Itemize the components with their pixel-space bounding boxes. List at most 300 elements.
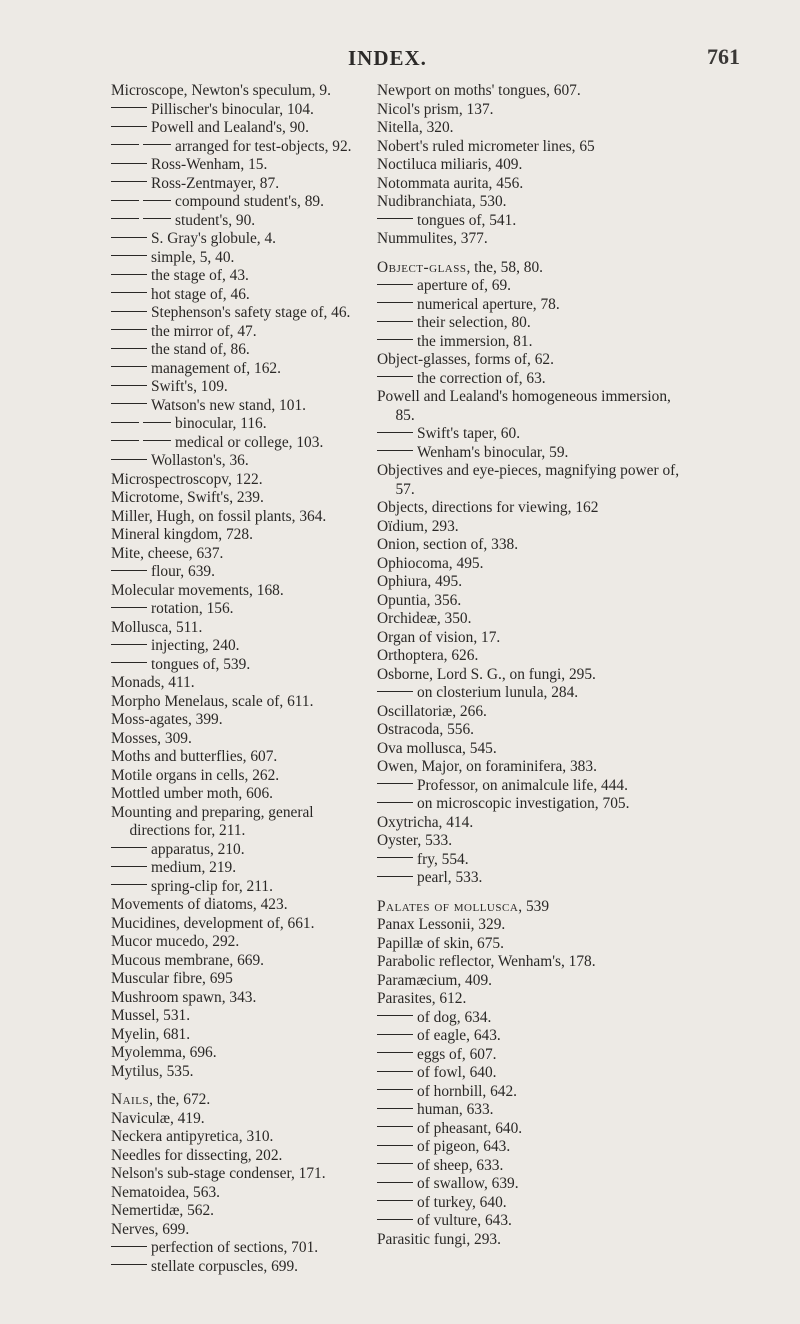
section-heading-term: Object-glass: [377, 258, 467, 276]
ditto-dash: [377, 302, 413, 303]
entry-text: Mussel, 531.: [111, 1007, 191, 1024]
page-number: 761: [707, 44, 740, 69]
entry-text: Ostracoda, 556.: [377, 721, 475, 738]
ditto-dash: [111, 274, 147, 275]
entry-text: Oyster, 533.: [377, 832, 453, 849]
entry-text: , 539: [518, 897, 550, 915]
ditto-dash: [377, 1126, 413, 1127]
index-entry: [111, 1091, 361, 1110]
entry-text: S. Gray's globule, 4.: [151, 230, 277, 247]
entry-text: Orthoptera, 626.: [377, 647, 479, 664]
index-entry: [377, 1027, 689, 1046]
index-entry: [111, 1147, 361, 1166]
index-entry: [377, 869, 689, 888]
index-entry: [111, 859, 361, 878]
index-entry: [111, 1063, 361, 1082]
ditto-dash: [111, 292, 147, 293]
index-entry: [111, 304, 361, 323]
index-column-right: [377, 82, 689, 1249]
entry-text: Professor, on animalcule life, 444.: [417, 776, 628, 794]
entry-text: , the, 58, 80.: [466, 258, 544, 276]
section-heading-term: Nails: [111, 1091, 150, 1108]
entry-text: Powell and Lealand's, 90.: [151, 119, 309, 136]
entry-text: of eagle, 643.: [417, 1027, 501, 1044]
ditto-dash: [377, 1108, 413, 1109]
ditto-dash: [111, 107, 147, 108]
entry-text: Parabolic reflector, Wenham's, 178.: [377, 953, 596, 970]
entry-text: compound student's, 89.: [175, 193, 324, 210]
section-heading-term: Palates of mollusca: [377, 897, 519, 915]
index-entry: [377, 832, 689, 851]
index-entry: [111, 1044, 361, 1063]
entry-text: spring-clip for, 211.: [151, 877, 273, 895]
entry-text: of swallow, 639.: [417, 1175, 519, 1192]
entry-text: Oxytricha, 414.: [377, 813, 474, 831]
entry-text: apparatus, 210.: [151, 840, 245, 858]
index-entry: [377, 156, 689, 175]
entry-text: Neckera antipyretica, 310.: [111, 1128, 274, 1145]
ditto-dash: [377, 1200, 413, 1201]
entry-text: Papillæ of skin, 675.: [377, 934, 504, 952]
ditto-dash: [111, 181, 147, 182]
index-entry: [111, 1258, 361, 1277]
index-entry: [111, 600, 361, 619]
index-entry: [111, 767, 361, 786]
index-entry: [111, 267, 361, 286]
entry-text: perfection of sections, 701.: [151, 1239, 319, 1256]
entry-text: Noctiluca miliaris, 409.: [377, 156, 523, 173]
ditto-dash: [111, 366, 147, 367]
index-entry: [377, 666, 689, 685]
entry-text: , the, 672.: [149, 1091, 211, 1108]
entry-text: Parasites, 612.: [377, 990, 467, 1007]
index-entry: [377, 212, 689, 231]
ditto-dash: [377, 1015, 413, 1016]
section-gap: [377, 249, 689, 259]
entry-text: Microscope, Newton's speculum, 9.: [111, 82, 331, 99]
entry-text: Swift's, 109.: [151, 378, 228, 395]
index-entry: [111, 212, 361, 231]
index-entry: [111, 323, 361, 342]
ditto-dash: [377, 691, 413, 692]
entry-text: Nudibranchiata, 530.: [377, 193, 507, 210]
index-entry: [377, 935, 689, 954]
index-entry: [377, 814, 689, 833]
entry-text: the mirror of, 47.: [151, 322, 257, 340]
index-entry: [377, 573, 689, 592]
index-entry: [377, 259, 689, 278]
ditto-dash: [377, 1034, 413, 1035]
index-entry: [111, 1026, 361, 1045]
ditto-dash: [377, 284, 413, 285]
index-entry: [111, 508, 361, 527]
ditto-dash: [377, 1219, 413, 1220]
index-entry: [377, 1157, 689, 1176]
index-entry: [111, 582, 361, 601]
index-entry: [377, 795, 689, 814]
index-entry: [377, 277, 689, 296]
entry-text: of pigeon, 643.: [417, 1138, 511, 1155]
index-entry: [111, 933, 361, 952]
entry-text: Objects, directions for viewing, 162: [377, 499, 599, 516]
entry-text: Owen, Major, on foraminifera, 383.: [377, 758, 597, 775]
index-entry: [377, 592, 689, 611]
index-entry: [377, 518, 689, 537]
index-entry: [377, 82, 689, 101]
entry-text: Mushroom spawn, 343.: [111, 988, 257, 1006]
index-entry: [377, 758, 689, 777]
index-entry: [111, 1221, 361, 1240]
index-entry: [111, 878, 361, 897]
index-entry: [111, 656, 361, 675]
entry-text: flour, 639.: [151, 563, 215, 580]
index-entry: [377, 1138, 689, 1157]
ditto-dash: [111, 403, 147, 404]
entry-text: Monads, 411.: [111, 674, 195, 691]
ditto-dash: [377, 376, 413, 377]
index-entry: [111, 619, 361, 638]
index-entry: [111, 101, 361, 120]
entry-text: arranged for test-objects, 92.: [175, 137, 352, 155]
ditto-dash: [377, 218, 413, 219]
entry-text: Naviculæ, 419.: [111, 1109, 205, 1127]
ditto-dash: [111, 422, 139, 423]
entry-text: Mosses, 309.: [111, 729, 192, 747]
entry-text: Swift's taper, 60.: [417, 425, 521, 442]
index-entry: [111, 286, 361, 305]
index-entry: [377, 555, 689, 574]
ditto-dash: [377, 1089, 413, 1090]
ditto-dash: [111, 348, 147, 349]
ditto-dash: [111, 847, 147, 848]
index-entry: [111, 1128, 361, 1147]
entry-text: Morpho Menelaus, scale of, 611.: [111, 692, 314, 710]
entry-text: Needles for dissecting, 202.: [111, 1146, 283, 1164]
entry-text: Microtome, Swift's, 239.: [111, 489, 264, 506]
entry-text: Oscillatoriæ, 266.: [377, 702, 487, 720]
entry-text: Paramæcium, 409.: [377, 971, 492, 989]
index-entry: [111, 175, 361, 194]
entry-text: Osborne, Lord S. G., on fungi, 295.: [377, 665, 596, 683]
entry-text: Nemertidæ, 562.: [111, 1202, 215, 1219]
ditto-dash: [111, 311, 147, 312]
entry-text: Nelson's sub-stage condenser, 171.: [111, 1165, 326, 1182]
index-column-left: [111, 82, 361, 1276]
ditto-dash: [111, 126, 147, 127]
entry-text: Nobert's ruled micrometer lines, 65: [377, 137, 595, 155]
index-entry: [377, 721, 689, 740]
index-entry: [111, 489, 361, 508]
entry-text: Nicol's prism, 137.: [377, 100, 494, 118]
index-entry: [377, 296, 689, 315]
section-gap: [377, 888, 689, 898]
index-entry: [377, 444, 689, 463]
entry-text: Mottled umber moth, 606.: [111, 785, 274, 802]
entry-text: Mollusca, 511.: [111, 618, 203, 636]
index-entry: [111, 693, 361, 712]
index-entry: [111, 952, 361, 971]
entry-text: Motile organs in cells, 262.: [111, 766, 280, 784]
entry-text: Ophiura, 495.: [377, 573, 463, 590]
index-entry: [377, 388, 689, 425]
ditto-dash: [111, 329, 147, 330]
index-entry: [111, 989, 361, 1008]
entry-text: hot stage of, 46.: [151, 285, 250, 303]
index-entry: [377, 1194, 689, 1213]
index-entry: [111, 674, 361, 693]
entry-text: Microspectroscopv, 122.: [111, 470, 263, 488]
index-entry: [377, 990, 689, 1009]
entry-text: their selection, 80.: [417, 314, 531, 331]
index-entry: [111, 730, 361, 749]
entry-text: Mucor mucedo, 292.: [111, 933, 240, 950]
entry-text: on microscopic investigation, 705.: [417, 795, 630, 812]
index-entry: [111, 841, 361, 860]
ditto-dash: [111, 237, 147, 238]
index-entry: [377, 333, 689, 352]
entry-text: Mytilus, 535.: [111, 1062, 194, 1080]
ditto-dash: [111, 459, 147, 460]
ditto-dash: [111, 200, 139, 201]
entry-text: human, 633.: [417, 1101, 494, 1118]
index-entry: [377, 1101, 689, 1120]
entry-text: rotation, 156.: [151, 600, 234, 617]
entry-text: of dog, 634.: [417, 1008, 492, 1026]
index-entry: [111, 138, 361, 157]
index-entry: [111, 637, 361, 656]
entry-text: Nummulites, 377.: [377, 230, 488, 247]
ditto-dash: [377, 1052, 413, 1053]
index-entry: [377, 314, 689, 333]
index-entry: [377, 647, 689, 666]
entry-text: Mite, cheese, 637.: [111, 544, 224, 562]
ditto-dash: [377, 1071, 413, 1072]
ditto-dash: [377, 802, 413, 803]
entry-text: the stand of, 86.: [151, 341, 250, 358]
index-entry: [111, 545, 361, 564]
index-entry: [377, 536, 689, 555]
index-entry: [377, 425, 689, 444]
entry-text: Ova mollusca, 545.: [377, 739, 497, 757]
ditto-dash: [111, 1246, 147, 1247]
index-entry: [111, 970, 361, 989]
entry-text: of fowl, 640.: [417, 1064, 497, 1081]
index-entry: [377, 610, 689, 629]
ditto-dash: [143, 144, 171, 145]
index-entry: [377, 851, 689, 870]
index-entry: [377, 1175, 689, 1194]
ditto-dash: [111, 884, 147, 885]
ditto-dash: [111, 385, 147, 386]
index-entry: [111, 526, 361, 545]
entry-text: Miller, Hugh, on fossil plants, 364.: [111, 507, 327, 525]
entry-text: Nerves, 699.: [111, 1220, 190, 1238]
ditto-dash: [143, 218, 171, 219]
index-entry: [377, 1009, 689, 1028]
entry-text: Onion, section of, 338.: [377, 536, 519, 553]
ditto-dash: [111, 607, 147, 608]
entry-text: tongues of, 539.: [151, 655, 251, 673]
entry-text: Opuntia, 356.: [377, 591, 462, 609]
entry-text: Objectives and eye-pieces, magnifying power of, 57.: [377, 462, 680, 498]
index-entry: [111, 711, 361, 730]
ditto-dash: [111, 255, 147, 256]
ditto-dash: [377, 432, 413, 433]
index-entry: [111, 748, 361, 767]
ditto-dash: [377, 321, 413, 322]
index-entry: [377, 684, 689, 703]
index-entry: [111, 378, 361, 397]
entry-text: injecting, 240.: [151, 637, 240, 654]
entry-text: binocular, 116.: [175, 415, 267, 432]
entry-text: Mounting and preparing, general directions for, 211.: [111, 803, 314, 839]
index-entry: [377, 351, 689, 370]
section-gap: [111, 1081, 361, 1091]
entry-text: Pillischer's binocular, 104.: [151, 100, 314, 118]
page-header: [0, 44, 800, 74]
entry-text: Ross-Zentmayer, 87.: [151, 174, 280, 192]
index-entry: [377, 1212, 689, 1231]
index-entry: [377, 898, 689, 917]
index-entry: [111, 1165, 361, 1184]
entry-text: aperture of, 69.: [417, 277, 512, 294]
entry-text: Parasitic fungi, 293.: [377, 1230, 501, 1248]
index-entry: [377, 1231, 689, 1250]
index-entry: [111, 230, 361, 249]
ditto-dash: [143, 422, 171, 423]
entry-text: the immersion, 81.: [417, 332, 533, 350]
ditto-dash: [377, 1182, 413, 1183]
index-entry: [377, 193, 689, 212]
index-entry: [377, 138, 689, 157]
index-entry: [111, 1239, 361, 1258]
index-entry: [111, 785, 361, 804]
index-entry: [377, 629, 689, 648]
entry-text: Myolemma, 696.: [111, 1044, 217, 1061]
entry-text: numerical aperture, 78.: [417, 295, 560, 313]
index-entry: [377, 462, 689, 499]
ditto-dash: [111, 1264, 147, 1265]
index-entry: [111, 249, 361, 268]
ditto-dash: [111, 144, 139, 145]
entry-text: Ross-Wenham, 15.: [151, 156, 268, 173]
index-entry: [111, 1007, 361, 1026]
index-entry: [111, 341, 361, 360]
entry-text: Watson's new stand, 101.: [151, 396, 306, 414]
ditto-dash: [377, 450, 413, 451]
index-entry: [377, 972, 689, 991]
entry-text: the stage of, 43.: [151, 267, 249, 284]
index-entry: [111, 82, 361, 101]
index-entry: [111, 415, 361, 434]
index-entry: [111, 360, 361, 379]
index-entry: [377, 1083, 689, 1102]
entry-text: Myelin, 681.: [111, 1025, 191, 1043]
entry-text: Mineral kingdom, 728.: [111, 526, 253, 543]
entry-text: Ophiocoma, 495.: [377, 554, 484, 572]
index-entry: [377, 1120, 689, 1139]
index-entry: [111, 804, 361, 841]
entry-text: Moths and butterflies, 607.: [111, 748, 278, 765]
index-entry: [377, 740, 689, 759]
entry-text: student's, 90.: [175, 211, 256, 229]
entry-text: medium, 219.: [151, 859, 237, 876]
entry-text: Stephenson's safety stage of, 46.: [151, 304, 351, 321]
ditto-dash: [111, 163, 147, 164]
ditto-dash: [143, 440, 171, 441]
entry-text: eggs of, 607.: [417, 1045, 497, 1063]
entry-text: tongues of, 541.: [417, 211, 517, 229]
index-entry: [111, 896, 361, 915]
index-entry: [111, 563, 361, 582]
ditto-dash: [111, 570, 147, 571]
index-entry: [111, 156, 361, 175]
entry-text: the correction of, 63.: [417, 369, 546, 387]
entry-text: stellate corpuscles, 699.: [151, 1257, 299, 1275]
index-entry: [111, 915, 361, 934]
entry-text: Muscular fibre, 695: [111, 970, 233, 987]
entry-text: of hornbill, 642.: [417, 1082, 518, 1100]
entry-text: of vulture, 643.: [417, 1212, 512, 1229]
entry-text: pearl, 533.: [417, 869, 483, 886]
entry-text: Wollaston's, 36.: [151, 452, 249, 469]
entry-text: simple, 5, 40.: [151, 248, 235, 266]
running-title: INDEX.: [348, 46, 427, 70]
entry-text: Notommata aurita, 456.: [377, 174, 524, 192]
ditto-dash: [111, 644, 147, 645]
ditto-dash: [377, 1145, 413, 1146]
entry-text: Object-glasses, forms of, 62.: [377, 351, 554, 368]
index-entry: [377, 175, 689, 194]
index-entry: [377, 1064, 689, 1083]
entry-text: Orchideæ, 350.: [377, 610, 472, 627]
entry-text: of pheasant, 640.: [417, 1119, 523, 1137]
entry-text: fry, 554.: [417, 850, 469, 868]
ditto-dash: [377, 1163, 413, 1164]
entry-text: management of, 162.: [151, 359, 281, 377]
index-entry: [111, 1184, 361, 1203]
ditto-dash: [111, 866, 147, 867]
entry-text: Nitella, 320.: [377, 119, 454, 136]
ditto-dash: [143, 200, 171, 201]
entry-text: Nematoidea, 563.: [111, 1183, 220, 1201]
index-entry: [111, 434, 361, 453]
index-entry: [111, 1202, 361, 1221]
entry-text: Newport on moths' tongues, 607.: [377, 82, 581, 99]
entry-text: Powell and Lealand's homogeneous immersion, 85.: [377, 388, 671, 424]
index-entry: [111, 397, 361, 416]
ditto-dash: [377, 339, 413, 340]
entry-text: Moss-agates, 399.: [111, 711, 223, 728]
index-entry: [111, 193, 361, 212]
entry-text: Molecular movements, 168.: [111, 581, 284, 599]
entry-text: of turkey, 640.: [417, 1193, 507, 1211]
index-entry: [377, 101, 689, 120]
index-entry: [111, 452, 361, 471]
index-entry: [377, 499, 689, 518]
index-entry: [377, 916, 689, 935]
entry-text: Mucidines, development of, 661.: [111, 914, 315, 932]
ditto-dash: [111, 440, 139, 441]
entry-text: Panax Lessonii, 329.: [377, 916, 506, 933]
ditto-dash: [377, 876, 413, 877]
index-entry: [377, 953, 689, 972]
index-entry: [377, 370, 689, 389]
entry-text: Wenham's binocular, 59.: [417, 443, 569, 461]
entry-text: Organ of vision, 17.: [377, 628, 501, 646]
index-entry: [377, 230, 689, 249]
entry-text: Movements of diatoms, 423.: [111, 896, 288, 913]
